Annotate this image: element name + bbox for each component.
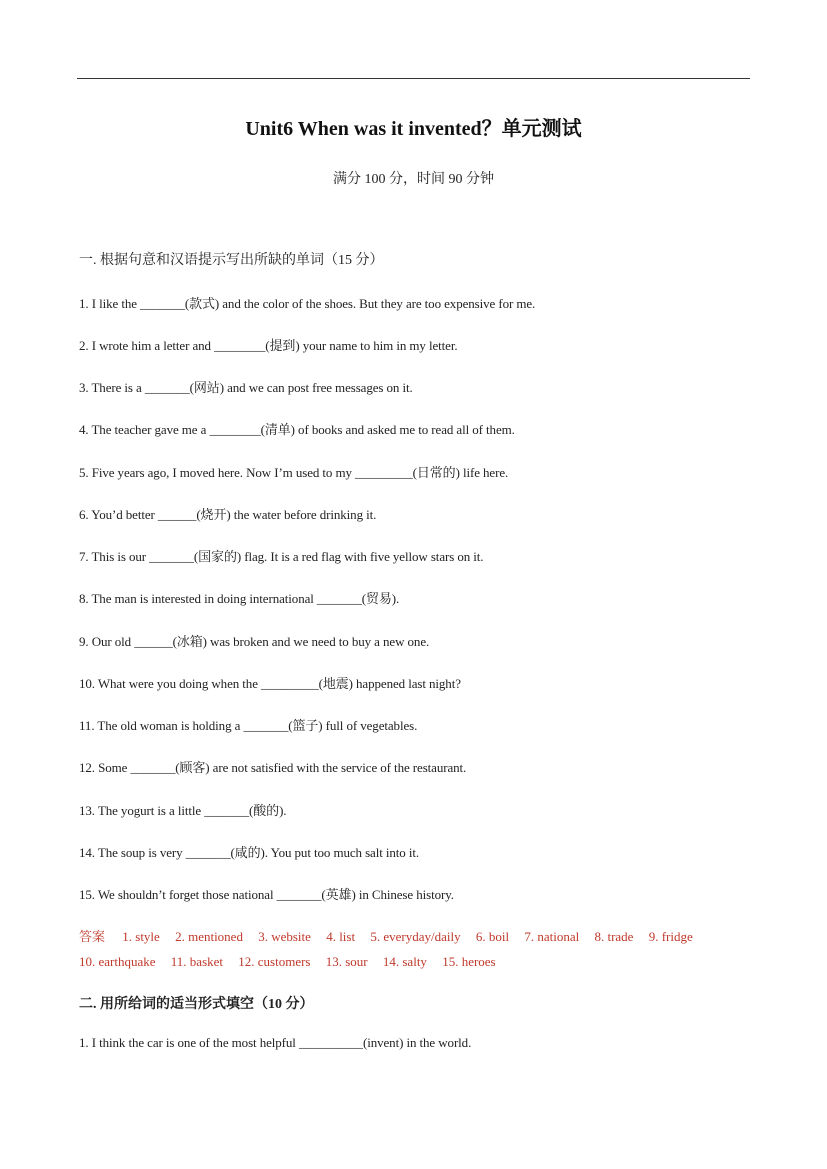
question-14: 14. The soup is very _______(咸的). You put too much salt into it. [79,845,420,860]
section-2-heading: 二. 用所给词的适当形式填空（10 分） [79,997,314,1012]
header-rule [77,78,750,79]
section-2-question-1: 1. I think the car is one of the most helpful __________(invent) in the world. [79,1035,472,1050]
answer-line-2 [79,954,508,970]
answer-item: 13. sour [325,954,368,969]
section-1-heading: 一. 根据句意和汉语提示写出所缺的单词（15 分） [79,253,384,268]
answer-item: 5. everyday/daily [370,929,461,944]
question-15: 15. We shouldn’t forget those national _______(英雄) in Chinese history. [79,887,454,902]
answer-item: 11. basket [170,954,224,969]
question-4: 4. The teacher gave me a ________(清单) of books and asked me to read all of them. [79,422,515,437]
answer-item: 3. website [258,929,311,944]
page-subtitle: 满分 100 分，时间 90 分钟 [333,172,494,187]
answer-item: 8. trade [594,929,634,944]
answer-item: 15. heroes [442,954,496,969]
question-11: 11. The old woman is holding a _______(篮子) full of vegetables. [79,718,418,733]
question-3: 3. There is a _______(网站) and we can post free messages on it. [79,380,413,395]
answer-line-1 [79,926,705,945]
answer-item: 2. mentioned [175,929,243,944]
page-title: Unit6 When was it invented？单元测试 [245,118,582,140]
answer-item: 1. style [122,929,160,944]
answer-item: 12. customers [238,954,311,969]
question-6: 6. You’d better ______(烧开) the water before drinking it. [79,507,377,522]
answer-item: 14. salty [382,954,427,969]
answer-label: 答案 [79,929,106,944]
answer-item: 9. fridge [648,929,693,944]
question-5: 5. Five years ago, I moved here. Now I’m used to my _________(日常的) life here. [79,465,509,480]
answer-item: 10. earthquake [79,954,156,969]
question-12: 12. Some _______(顾客) are not satisfied with the service of the restaurant. [79,760,467,775]
question-9: 9. Our old ______(冰箱) was broken and we need to buy a new one. [79,634,430,649]
question-2: 2. I wrote him a letter and ________(提到) your name to him in my letter. [79,338,458,353]
question-8: 8. The man is interested in doing international _______(贸易). [79,591,400,606]
question-13: 13. The yogurt is a little _______(酸的). [79,803,287,818]
question-1: 1. I like the _______(款式) and the color of the shoes. But they are too expensive for me. [79,296,536,311]
answer-item: 6. boil [475,929,510,944]
answer-item: 7. national [524,929,580,944]
answer-item: 4. list [326,929,356,944]
question-7: 7. This is our _______(国家的) flag. It is a red flag with five yellow stars on it. [79,549,484,564]
question-10: 10. What were you doing when the _________(地震) happened last night? [79,676,461,691]
